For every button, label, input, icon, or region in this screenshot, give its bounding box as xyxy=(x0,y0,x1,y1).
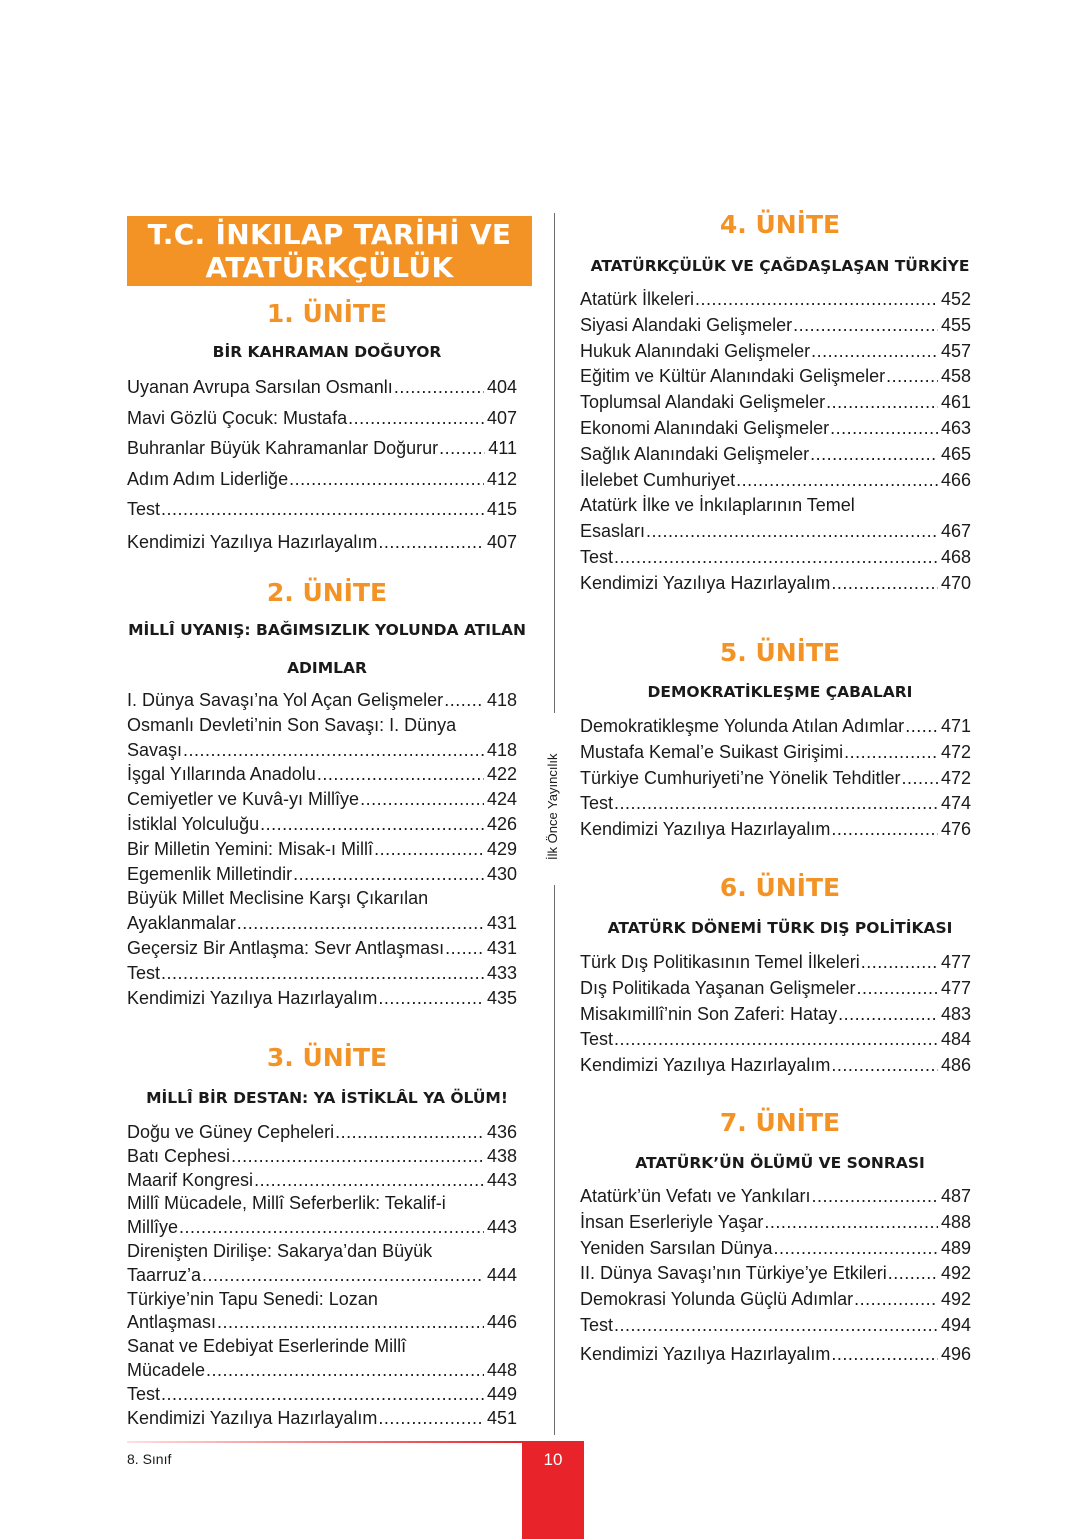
leader-dots xyxy=(614,1027,938,1053)
toc-entry[interactable]: Test ..... 484 xyxy=(580,1027,971,1053)
leader-dots xyxy=(888,1261,938,1287)
leader-dots xyxy=(736,468,938,494)
leader-dots xyxy=(831,571,938,597)
leader-dots xyxy=(831,1053,938,1079)
leader-dots xyxy=(444,688,484,713)
page-ref: 474 xyxy=(940,793,971,814)
page-ref: 489 xyxy=(940,1237,971,1258)
toc-entry[interactable]: Kendimizi Yazılıya Hazırlayalım ..... 476 xyxy=(580,817,971,843)
toc-entry[interactable]: Direnişten Dirilişe: Sakarya’dan Büyük Taarruz’a ..... 444 xyxy=(127,1240,517,1288)
grade-label: 8. Sınıf xyxy=(127,1451,172,1467)
leader-dots xyxy=(831,817,938,843)
page-ref: 449 xyxy=(486,1383,517,1404)
page-ref: 422 xyxy=(486,764,517,785)
toc-entry[interactable]: Türkiye Cumhuriyeti’ne Yönelik Tehditler ..... 472 xyxy=(580,766,971,792)
unit-5-subtitle: DEMOKRATİKLEŞME ÇABALARI xyxy=(647,683,913,701)
leader-dots xyxy=(179,1216,484,1240)
toc-entry[interactable]: Kendimizi Yazılıya Hazırlayalım ..... 470 xyxy=(580,571,971,597)
unit-4-entries xyxy=(580,287,971,597)
page-ref: 467 xyxy=(940,521,971,542)
toc-entry[interactable]: Uyanan Avrupa Sarsılan Osmanlı ..... 404 xyxy=(127,372,517,403)
toc-entry[interactable]: Geçersiz Bir Antlaşma: Sevr Antlaşması ..... 431 xyxy=(127,936,517,961)
toc-entry[interactable]: Sanat ve Edebiyat Eserlerinde Millî Mücadele ..... 448 xyxy=(127,1335,517,1383)
leader-dots xyxy=(317,762,484,787)
page-ref: 472 xyxy=(940,741,971,762)
page-ref: 477 xyxy=(940,977,971,998)
leader-dots xyxy=(183,738,484,763)
page-ref: 458 xyxy=(940,366,971,387)
page-ref: 412 xyxy=(486,468,517,489)
unit-3-entries xyxy=(127,1121,517,1430)
toc-entry[interactable]: Atatürk İlkeleri ..... 452 xyxy=(580,287,971,313)
publisher-vertical-label: İlk Önce Yayıncılık xyxy=(545,753,560,860)
unit-2-subtitle-line2: ADIMLAR xyxy=(287,659,367,677)
leader-dots xyxy=(886,364,938,390)
leader-dots xyxy=(231,1145,484,1169)
leader-dots xyxy=(202,1264,484,1288)
leader-dots xyxy=(826,390,938,416)
unit-7-entries xyxy=(580,1184,971,1368)
toc-entry[interactable]: Demokrasi Yolunda Güçlü Adımlar ..... 492 xyxy=(580,1287,971,1313)
toc-entry[interactable]: II. Dünya Savaşı’nın Türkiye’ye Etkileri ..... 492 xyxy=(580,1261,971,1287)
unit-7-heading: 7. ÜNİTE xyxy=(719,1108,841,1137)
toc-entry[interactable]: İşgal Yıllarında Anadolu ..... 422 xyxy=(127,762,517,787)
leader-dots xyxy=(854,1287,938,1313)
leader-dots xyxy=(161,494,484,525)
page-ref: 426 xyxy=(486,813,517,834)
unit-7-subtitle: ATATÜRK’ÜN ÖLÜMÜ VE SONRASI xyxy=(635,1154,925,1172)
page-number: 10 xyxy=(543,1450,563,1469)
toc-entry[interactable]: Ekonomi Alanındaki Gelişmeler ..... 463 xyxy=(580,416,971,442)
leader-dots xyxy=(378,527,484,558)
toc-entry[interactable]: Egemenlik Milletindir ..... 430 xyxy=(127,862,517,887)
toc-entry[interactable]: Büyük Millet Meclisine Karşı Çıkarılan Ayaklanmalar ..... 431 xyxy=(127,886,517,936)
page-ref: 407 xyxy=(486,531,517,552)
unit-2-subtitle xyxy=(127,611,527,687)
leader-dots xyxy=(764,1210,938,1236)
unit-4-subtitle: ATATÜRKÇÜLÜK VE ÇAĞDAŞLAŞAN TÜRKİYE xyxy=(590,257,970,275)
unit-5-heading: 5. ÜNİTE xyxy=(719,638,841,667)
page-ref: 468 xyxy=(940,546,971,567)
leader-dots xyxy=(856,976,937,1002)
book-title-line1: T.C. İNKILAP TARİHİ VE xyxy=(147,218,512,251)
page-ref: 424 xyxy=(486,789,517,810)
toc-entry[interactable]: Maarif Kongresi ..... 443 xyxy=(127,1169,517,1193)
unit-2-entries xyxy=(127,688,517,1010)
column-divider-top xyxy=(554,213,555,713)
page-ref: 443 xyxy=(486,1169,517,1190)
unit-5-entries xyxy=(580,714,971,843)
toc-entry[interactable]: Adım Adım Liderliğe ..... 412 xyxy=(127,464,517,495)
toc-entry[interactable]: Kendimizi Yazılıya Hazırlayalım ..... 451 xyxy=(127,1407,517,1431)
leader-dots xyxy=(838,1002,938,1028)
page-ref: 407 xyxy=(486,407,517,428)
page-ref: 496 xyxy=(940,1343,971,1364)
leader-dots xyxy=(439,433,485,464)
unit-6-subtitle: ATATÜRK DÖNEMİ TÜRK DIŞ POLİTİKASI xyxy=(607,919,953,937)
leader-dots xyxy=(811,1184,937,1210)
leader-dots xyxy=(830,416,938,442)
toc-entry[interactable]: Misakımillî’nin Son Zaferi: Hatay ..... 483 xyxy=(580,1002,971,1028)
leader-dots xyxy=(335,1121,484,1145)
leader-dots xyxy=(348,403,484,434)
toc-entry[interactable]: Yeniden Sarsılan Dünya ..... 489 xyxy=(580,1236,971,1262)
column-divider-bottom xyxy=(554,885,555,1435)
leader-dots xyxy=(844,740,938,766)
toc-entry[interactable]: Kendimizi Yazılıya Hazırlayalım ..... 435 xyxy=(127,986,517,1011)
page-ref: 411 xyxy=(488,438,517,459)
toc-entry[interactable]: İnsan Eserleriyle Yaşar ..... 488 xyxy=(580,1210,971,1236)
toc-entry[interactable]: Mustafa Kemal’e Suikast Girişimi ..... 472 xyxy=(580,740,971,766)
leader-dots xyxy=(614,791,938,817)
leader-dots xyxy=(811,339,938,365)
leader-dots xyxy=(793,313,938,339)
leader-dots xyxy=(237,911,484,936)
unit-1-entries xyxy=(127,372,517,558)
book-title-banner xyxy=(127,216,532,286)
toc-entry[interactable]: Bir Milletin Yemini: Misak-ı Millî ..... 429 xyxy=(127,837,517,862)
leader-dots xyxy=(614,1313,938,1339)
unit-6-heading: 6. ÜNİTE xyxy=(719,873,841,902)
page-ref: 471 xyxy=(940,716,971,736)
page-ref: 477 xyxy=(940,952,971,972)
footer-rule xyxy=(127,1441,522,1443)
page-ref: 492 xyxy=(940,1289,971,1310)
page-ref: 451 xyxy=(486,1407,517,1428)
page-ref: 466 xyxy=(940,469,971,490)
page-ref: 435 xyxy=(486,987,517,1008)
leader-dots xyxy=(293,862,484,887)
unit-2-heading: 2. ÜNİTE xyxy=(266,578,388,607)
page-ref: 430 xyxy=(486,863,517,884)
leader-dots xyxy=(217,1311,484,1335)
toc-entry[interactable]: Test ..... 415 xyxy=(127,494,517,525)
toc-entry[interactable]: Kendimizi Yazılıya Hazırlayalım ..... 496 xyxy=(580,1342,971,1368)
leader-dots xyxy=(646,519,938,545)
leader-dots xyxy=(614,545,938,571)
page-ref: 486 xyxy=(940,1055,971,1076)
toc-entry[interactable]: Sağlık Alanındaki Gelişmeler ..... 465 xyxy=(580,442,971,468)
leader-dots xyxy=(695,287,938,313)
unit-6-entries xyxy=(580,950,971,1079)
toc-entry[interactable]: Test ..... 449 xyxy=(127,1383,517,1407)
toc-entry[interactable]: Test ..... 474 xyxy=(580,791,971,817)
toc-entry[interactable]: Siyasi Alandaki Gelişmeler ..... 455 xyxy=(580,313,971,339)
page-ref: 484 xyxy=(940,1029,971,1050)
page-ref: 429 xyxy=(486,838,517,859)
toc-entry[interactable]: Doğu ve Güney Cepheleri ..... 436 xyxy=(127,1121,517,1145)
book-title-line2: ATATÜRKÇÜLÜK xyxy=(205,251,454,284)
toc-entry[interactable]: Türk Dış Politikasının Temel İlkeleri ..... 477 xyxy=(580,950,971,976)
page-ref: 470 xyxy=(940,572,971,593)
page-ref: 446 xyxy=(486,1312,517,1333)
page-ref: 404 xyxy=(486,377,517,397)
toc-entry[interactable]: Test ..... 468 xyxy=(580,545,971,571)
toc-entry[interactable]: İlelebet Cumhuriyet ..... 466 xyxy=(580,468,971,494)
page-ref: 448 xyxy=(486,1359,517,1380)
page-ref: 476 xyxy=(940,819,971,840)
leader-dots xyxy=(810,442,938,468)
page-ref: 431 xyxy=(486,913,517,934)
toc-entry[interactable]: Test ..... 433 xyxy=(127,961,517,986)
page-ref: 461 xyxy=(940,392,971,413)
leader-dots xyxy=(445,936,484,961)
leader-dots xyxy=(831,1342,938,1368)
unit-2-subtitle-line1: MİLLÎ UYANIŞ: BAĞIMSIZLIK YOLUNDA ATILAN xyxy=(128,621,526,639)
page-ref: 418 xyxy=(486,690,517,710)
unit-4-heading: 4. ÜNİTE xyxy=(719,210,841,239)
page-ref: 436 xyxy=(486,1122,517,1142)
leader-dots xyxy=(773,1236,937,1262)
toc-entry[interactable]: Toplumsal Alandaki Gelişmeler ..... 461 xyxy=(580,390,971,416)
page-number-tab xyxy=(522,1441,584,1539)
toc-entry[interactable]: Mavi Gözlü Çocuk: Mustafa ..... 407 xyxy=(127,403,517,434)
toc-entry[interactable]: Test ..... 494 xyxy=(580,1313,971,1339)
toc-entry[interactable]: Buhranlar Büyük Kahramanlar Doğurur ..... 411 xyxy=(127,433,517,464)
toc-entry[interactable]: Atatürk İlke ve İnkılaplarının Temel Esasları ..... 467 xyxy=(580,493,971,545)
leader-dots xyxy=(206,1359,484,1383)
toc-entry[interactable]: Dış Politikada Yaşanan Gelişmeler ..... 477 xyxy=(580,976,971,1002)
leader-dots xyxy=(901,766,937,792)
page-ref: 472 xyxy=(940,767,971,788)
unit-1-subtitle: BİR KAHRAMAN DOĞUYOR xyxy=(212,343,442,361)
page-ref: 415 xyxy=(486,499,517,520)
page-ref: 444 xyxy=(486,1264,517,1285)
page-ref: 443 xyxy=(486,1217,517,1238)
leader-dots xyxy=(378,986,484,1011)
toc-entry[interactable]: Kendimizi Yazılıya Hazırlayalım ..... 486 xyxy=(580,1053,971,1079)
page-ref: 455 xyxy=(940,314,971,335)
toc-entry[interactable]: Millî Mücadele, Millî Seferberlik: Tekalif-i Millîye ..... 443 xyxy=(127,1192,517,1240)
page-ref: 433 xyxy=(486,962,517,983)
leader-dots xyxy=(905,714,938,740)
leader-dots xyxy=(161,961,484,986)
page-ref: 465 xyxy=(940,443,971,464)
page-ref: 487 xyxy=(940,1186,971,1206)
leader-dots xyxy=(260,812,484,837)
toc-entry[interactable]: I. Dünya Savaşı’na Yol Açan Gelişmeler ..... 418 xyxy=(127,688,517,713)
leader-dots xyxy=(861,950,938,976)
page-ref: 438 xyxy=(486,1145,517,1166)
page-ref: 431 xyxy=(486,937,517,958)
leader-dots xyxy=(374,837,484,862)
page-ref: 492 xyxy=(940,1263,971,1284)
page-ref: 483 xyxy=(940,1003,971,1024)
leader-dots xyxy=(394,372,484,403)
leader-dots xyxy=(360,787,484,812)
toc-entry[interactable]: Hukuk Alanındaki Gelişmeler ..... 457 xyxy=(580,339,971,365)
page-ref: 494 xyxy=(940,1314,971,1335)
page-ref: 452 xyxy=(940,289,971,309)
toc-entry[interactable]: Türkiye’nin Tapu Senedi: Lozan Antlaşması ..... 446 xyxy=(127,1288,517,1336)
toc-entry[interactable]: Cemiyetler ve Kuvâ-yı Millîye ..... 424 xyxy=(127,787,517,812)
toc-entry[interactable]: Atatürk’ün Vefatı ve Yankıları ..... 487 xyxy=(580,1184,971,1210)
unit-3-heading: 3. ÜNİTE xyxy=(266,1043,388,1072)
unit-1-heading: 1. ÜNİTE xyxy=(266,299,388,328)
page-ref: 457 xyxy=(940,340,971,361)
toc-entry[interactable]: Osmanlı Devleti’nin Son Savaşı: I. Dünya Savaşı ..... 418 xyxy=(127,713,517,763)
toc-entry[interactable]: İstiklal Yolculuğu ..... 426 xyxy=(127,812,517,837)
toc-entry[interactable]: Eğitim ve Kültür Alanındaki Gelişmeler ..... 458 xyxy=(580,364,971,390)
toc-entry[interactable]: Kendimizi Yazılıya Hazırlayalım ..... 407 xyxy=(127,527,517,558)
toc-entry[interactable]: Demokratikleşme Yolunda Atılan Adımlar ..... 471 xyxy=(580,714,971,740)
page-ref: 488 xyxy=(940,1211,971,1232)
page-ref: 463 xyxy=(940,417,971,438)
leader-dots xyxy=(254,1169,484,1193)
page-ref: 418 xyxy=(486,739,517,760)
leader-dots xyxy=(161,1383,484,1407)
leader-dots xyxy=(289,464,484,495)
unit-3-subtitle: MİLLÎ BİR DESTAN: YA İSTİKLÂL YA ÖLÜM! xyxy=(146,1089,508,1107)
leader-dots xyxy=(378,1407,484,1431)
toc-entry[interactable]: Batı Cephesi ..... 438 xyxy=(127,1145,517,1169)
